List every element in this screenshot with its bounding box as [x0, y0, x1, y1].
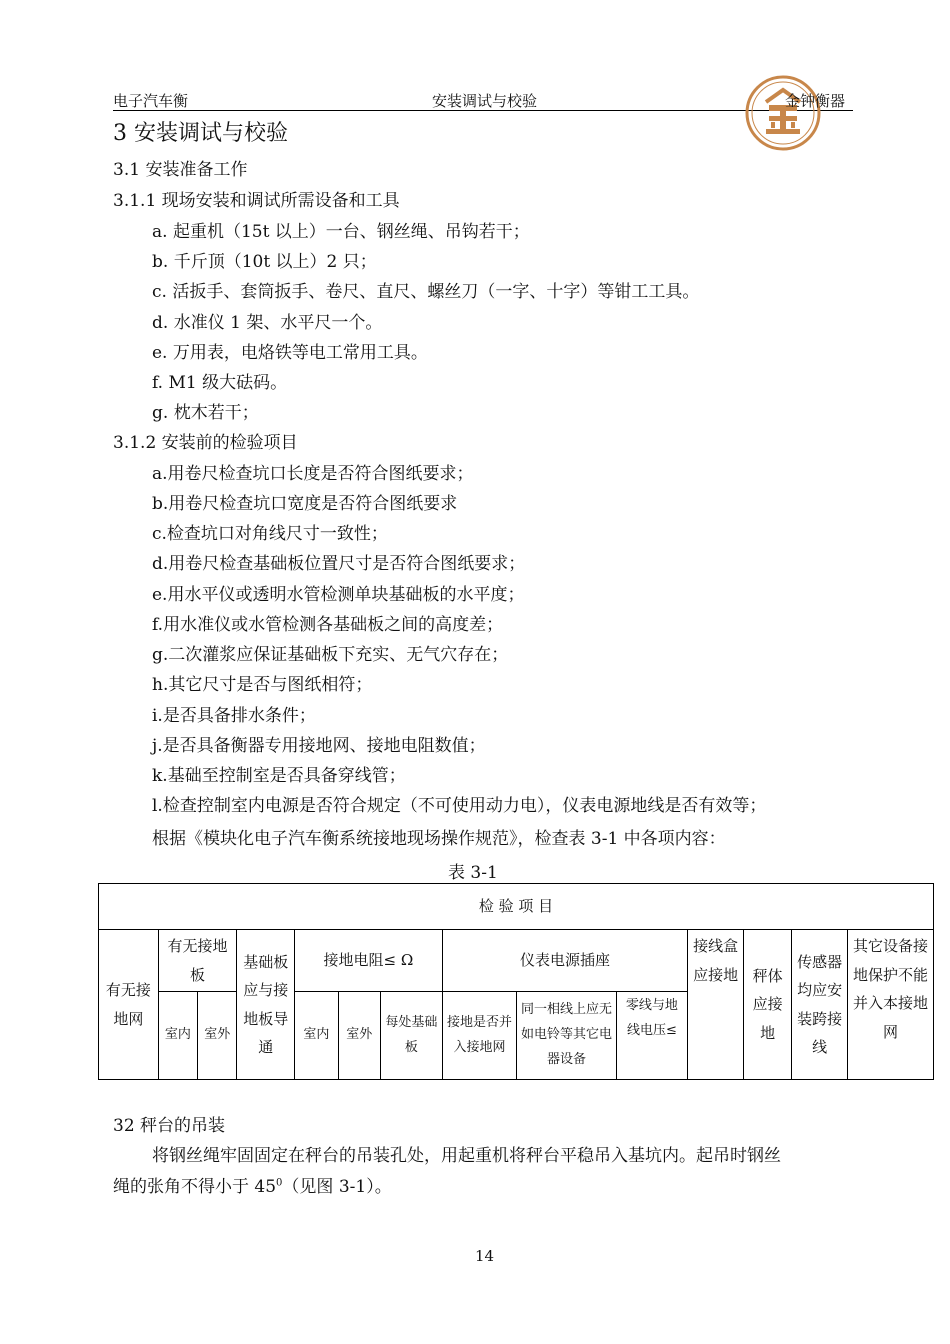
- section-title: 3 安装调试与校验: [113, 121, 288, 146]
- header-center: 安装调试与校验: [432, 92, 538, 110]
- tool-item: e. 万用表，电烙铁等电工常用工具。: [152, 343, 428, 363]
- heading-3-1: 3.1 安装准备工作: [113, 160, 248, 180]
- tool-item: d. 水准仪 1 架、水平尺一个。: [152, 313, 383, 333]
- table-caption: 表 3-1: [448, 863, 498, 883]
- inspection-table: [98, 883, 934, 1080]
- tool-item: g. 枕木若干；: [152, 403, 259, 423]
- paragraph-line-1: 将钢丝绳牢固固定在秤台的吊装孔处，用起重机将秤台平稳吊入基坑内。起吊时钢丝: [152, 1146, 781, 1166]
- col-board-outdoor: 室外: [198, 992, 237, 1080]
- col-board-indoor: 室内: [158, 992, 197, 1080]
- col-junction-box: 接线盒应接地: [688, 930, 744, 1080]
- col-socket-voltage: 零线与地线电压≤: [616, 992, 688, 1080]
- check-item: i.是否具备排水条件；: [152, 706, 316, 726]
- paragraph-line-2-text: 绳的张角不得小于 45: [113, 1177, 277, 1197]
- col-has-net: 有无接地网: [99, 930, 159, 1080]
- col-base-board: 基础板应与接地板导通: [237, 930, 295, 1080]
- check-item: f.用水准仪或水管检测各基础板之间的高度差；: [152, 615, 504, 635]
- check-item: j.是否具备衡器专用接地网、接地电阻数值；: [152, 736, 486, 756]
- heading-3-1-2: 3.1.2 安装前的检验项目: [113, 433, 298, 453]
- degree-superscript: 0: [276, 1177, 283, 1189]
- check-item: d.用卷尺检查基础板位置尺寸是否符合图纸要求；: [152, 554, 526, 574]
- col-resistance: 接地电阻≤ Ω: [295, 930, 443, 992]
- paragraph-line-2: [113, 1172, 392, 1197]
- col-res-each: 每处基础板: [381, 992, 443, 1080]
- check-item: h.其它尺寸是否与图纸相符；: [152, 675, 373, 695]
- tool-item: c. 活扳手、套筒扳手、卷尺、直尺、螺丝刀（一字、十字）等钳工工具。: [152, 282, 700, 302]
- heading-3-1-1: 3.1.1 现场安装和调试所需设备和工具: [113, 191, 400, 211]
- seal-logo-icon: [744, 74, 822, 152]
- col-res-indoor: 室内: [295, 992, 338, 1080]
- check-item: g.二次灌浆应保证基础板下充实、无气穴存在；: [152, 645, 509, 665]
- header-left: 电子汽车衡: [113, 92, 189, 110]
- col-res-outdoor: 室外: [338, 992, 380, 1080]
- page-number: 14: [475, 1247, 495, 1265]
- col-other: 其它设备接地保护不能并入本接地网: [847, 930, 933, 1080]
- check-item: k.基础至控制室是否具备穿线管；: [152, 766, 406, 786]
- check-item: l.检查控制室内电源是否符合规定（不可使用动力电），仪表电源地线是否有效等；: [152, 796, 767, 816]
- col-sensor: 传感器均应安装跨接线: [792, 930, 848, 1080]
- tool-item: a. 起重机（15t 以上）一台、钢丝绳、吊钩若干；: [152, 222, 530, 242]
- tool-item: f. M1 级大砝码。: [152, 373, 288, 393]
- check-item: b.用卷尺检查坑口宽度是否符合图纸要求: [152, 494, 458, 514]
- check-intro: 根据《模块化电子汽车衡系统接地现场操作规范》，检查表 3-1 中各项内容：: [152, 829, 726, 849]
- check-item: c.检查坑口对角线尺寸一致性；: [152, 524, 388, 544]
- tool-item: b. 千斤顶（10t 以上）2 只；: [152, 252, 377, 272]
- heading-3-2: 32 秤台的吊装: [113, 1116, 226, 1136]
- col-socket-phase: 同一相线上应无如电铃等其它电器设备: [517, 992, 616, 1080]
- col-scale-body: 秤体应接地: [743, 930, 792, 1080]
- check-item: e.用水平仪或透明水管检测单块基础板的水平度；: [152, 585, 525, 605]
- check-item: a.用卷尺检查坑口长度是否符合图纸要求；: [152, 464, 474, 484]
- col-socket-ground: 接地是否并入接地网: [442, 992, 517, 1080]
- paragraph-line-2-tail: （见图 3-1）。: [282, 1177, 392, 1197]
- header-rule: [113, 110, 853, 111]
- header-right: 金钟衡器: [785, 92, 846, 110]
- table-title: 检 验 项 目: [99, 884, 934, 930]
- col-has-board: 有无接地板: [158, 930, 237, 992]
- col-socket: 仪表电源插座: [442, 930, 688, 992]
